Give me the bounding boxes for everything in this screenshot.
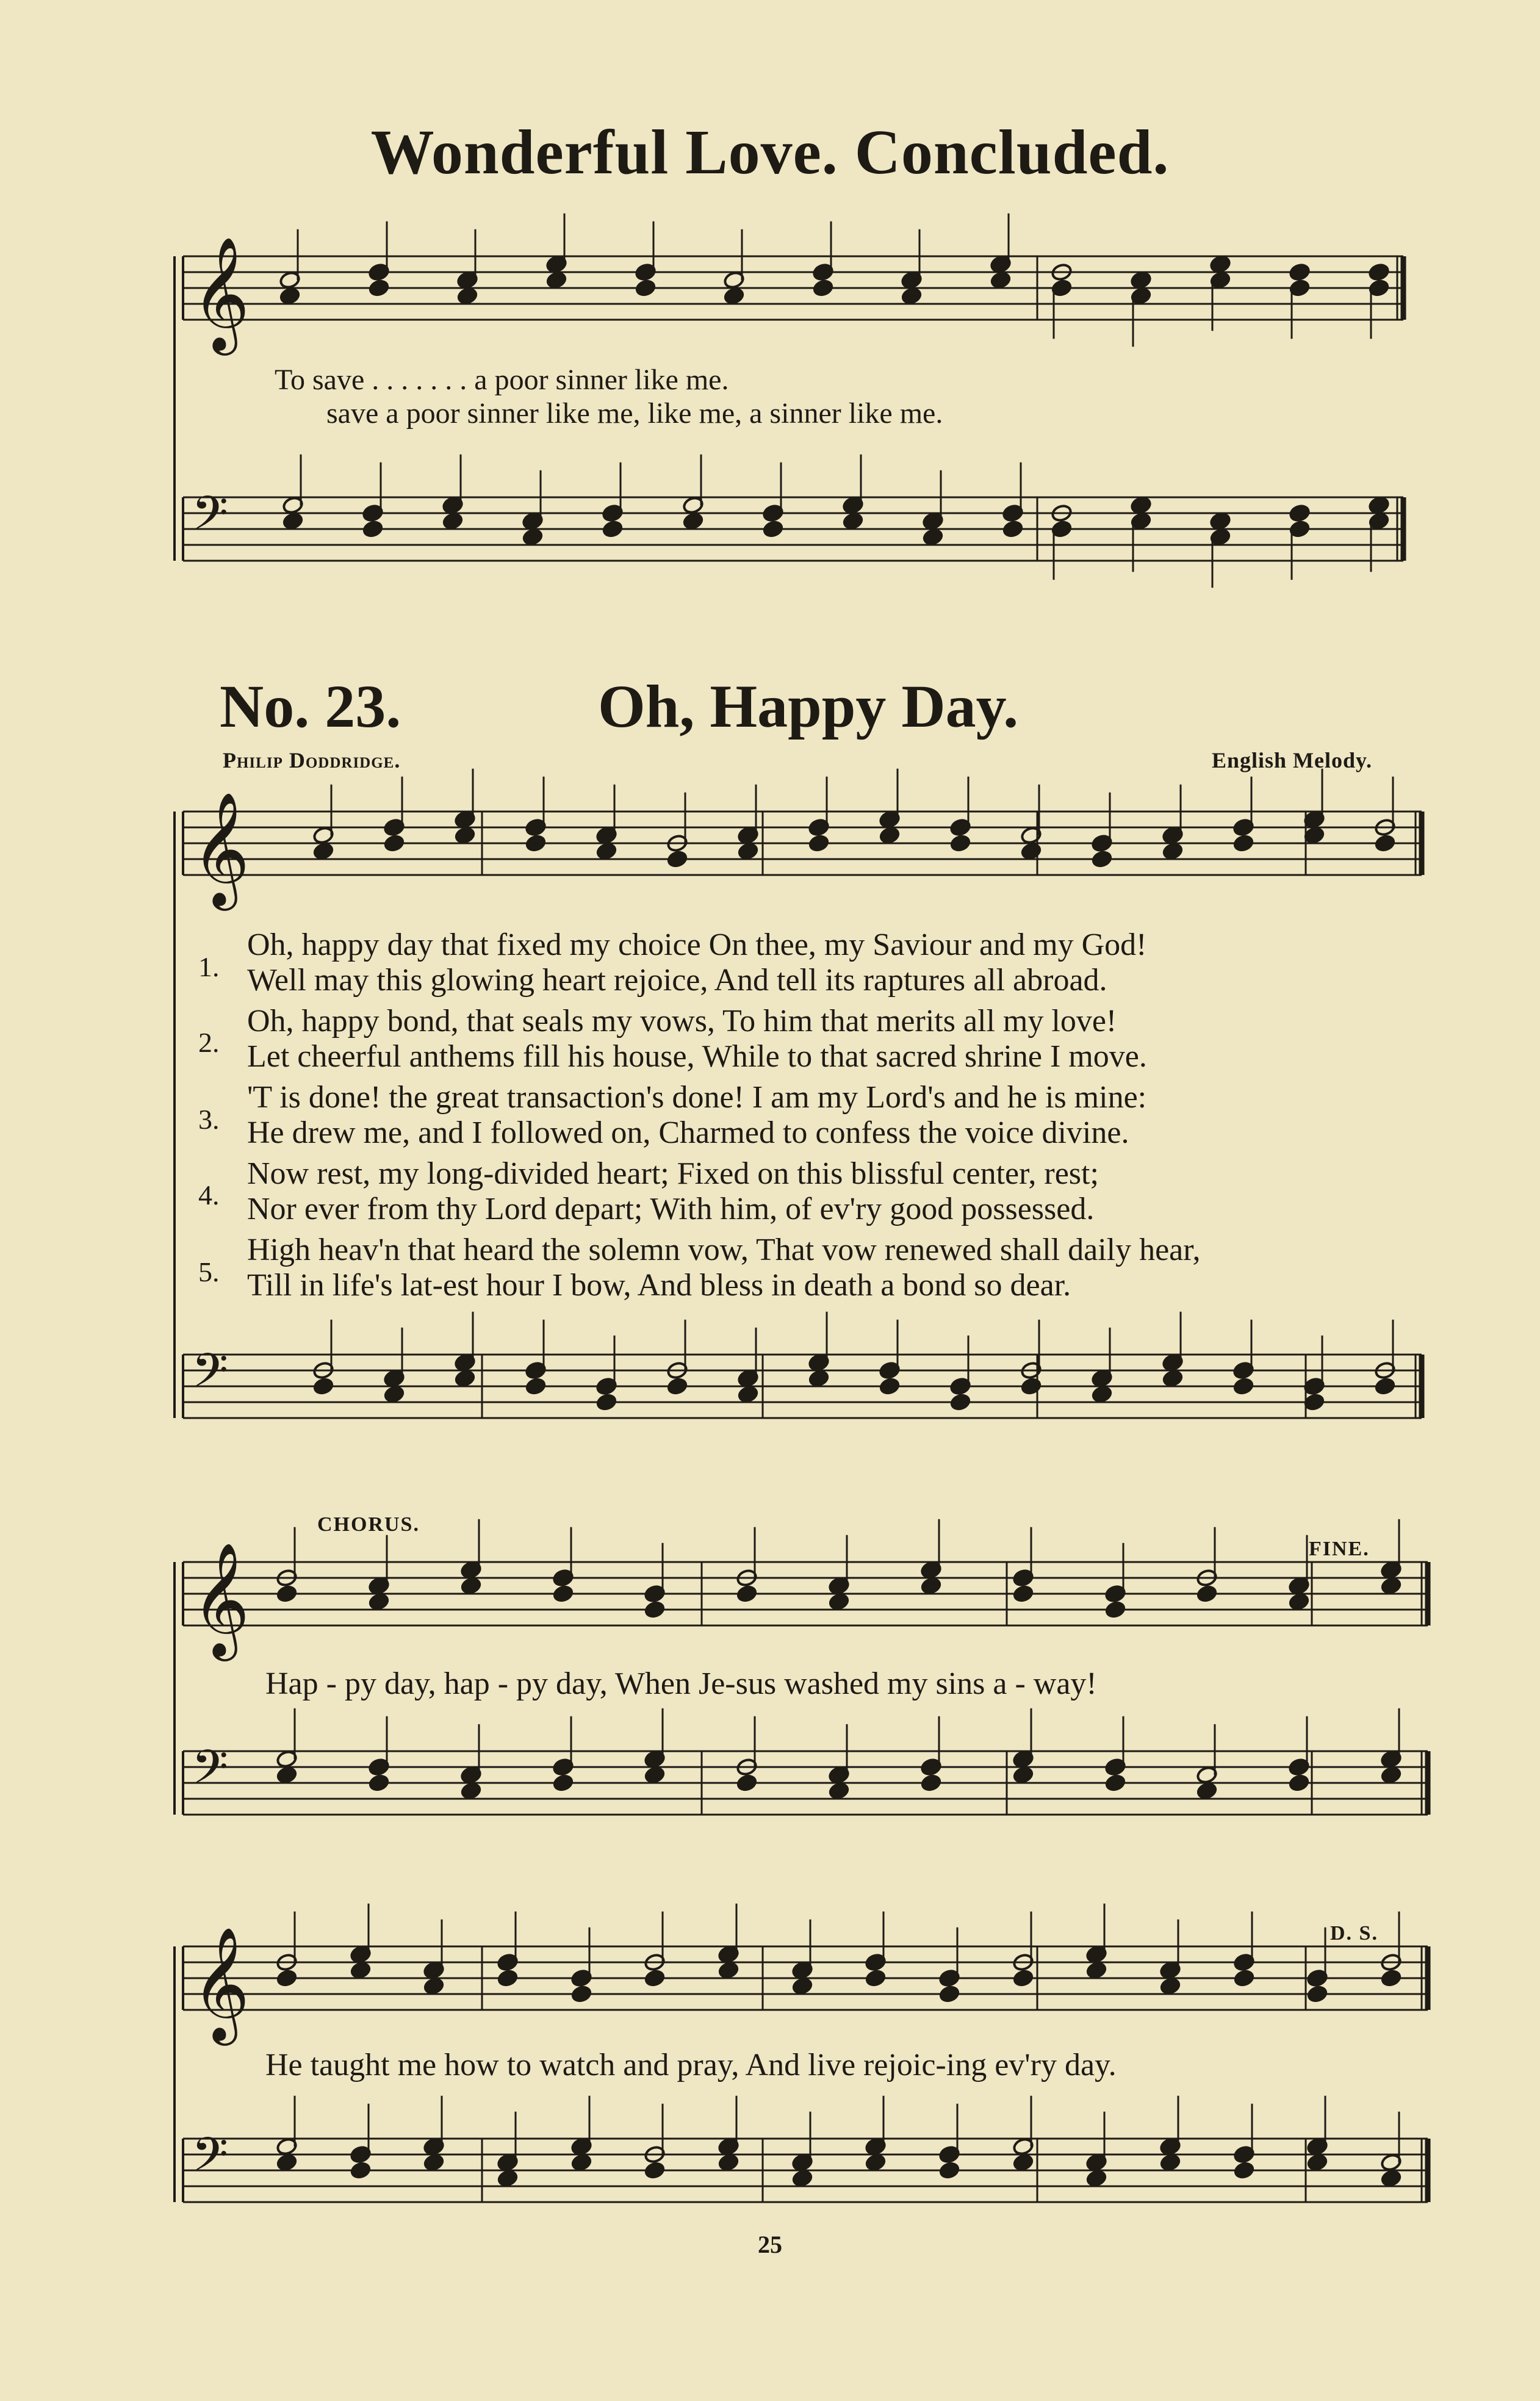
note-head [644, 1969, 666, 1988]
verse-number: 4. [198, 1179, 220, 1211]
verse-line: 'T is done! the great transaction's done! I am my Lord's and he is mine: [247, 1080, 1147, 1115]
verse-line: Let cheerful anthems fill his house, While to that sacred shrine I move. [247, 1039, 1147, 1074]
hymn-title: Oh, Happy Day. [598, 672, 1019, 740]
note-head [1091, 1385, 1113, 1404]
verse-line: He drew me, and I followed on, Charmed to confess the voice divine. [247, 1115, 1129, 1150]
verse-number: 1. [198, 951, 220, 982]
note-head [736, 1585, 758, 1604]
note-head [828, 1782, 850, 1801]
note-head [545, 271, 567, 290]
note-head [901, 287, 923, 306]
note-head [1104, 1774, 1126, 1793]
note-head [718, 2153, 739, 2172]
note-head [808, 834, 830, 853]
note-head [1196, 1585, 1218, 1604]
note-head [525, 834, 547, 853]
note-head [1196, 1782, 1218, 1801]
verse-number: 3. [198, 1104, 220, 1135]
treble-clef-icon: 𝄞 [192, 1542, 250, 1657]
hymn-number: No. 23. [220, 672, 401, 740]
note-head [368, 1593, 390, 1611]
note-head [920, 1577, 942, 1596]
note-head [595, 842, 617, 861]
note-head [602, 520, 624, 539]
note-head [1020, 1377, 1042, 1396]
bass-clef-icon: 𝄢 [192, 1343, 229, 1410]
note-head [1233, 1969, 1255, 1988]
note-head [525, 1377, 547, 1396]
note-head [383, 1385, 405, 1404]
note-head [362, 520, 384, 539]
page-number: 25 [758, 2231, 782, 2258]
fine-marker: FINE. [1309, 1538, 1370, 1560]
note-head [762, 520, 784, 539]
note-head [865, 1969, 887, 1988]
note-head [276, 1969, 298, 1988]
chorus-lyric-2: He taught me how to watch and pray, And live rejoic-ing ev'ry day. [265, 2048, 1117, 2082]
note-head [1012, 1585, 1034, 1604]
note-head [723, 287, 745, 306]
note-head [842, 512, 864, 531]
note-head [1012, 2153, 1034, 2172]
note-head [312, 1377, 334, 1396]
note-head [635, 279, 657, 298]
chorus-label: CHORUS. [317, 1513, 420, 1536]
note-head [938, 2161, 960, 2180]
note-head [920, 1774, 942, 1793]
note-head [1085, 1961, 1107, 1980]
note-head [1130, 271, 1152, 290]
note-head [808, 1369, 830, 1388]
bass-clef-icon: 𝄢 [192, 2127, 229, 2194]
note-head [1159, 2153, 1181, 2172]
note-head [791, 1977, 813, 1996]
note-head [1380, 1766, 1402, 1785]
note-head [460, 1577, 482, 1596]
chorus-lyric-1: Hap - py day, hap - py day, When Je-sus washed my sins a - way! [265, 1666, 1097, 1701]
note-head [454, 826, 476, 845]
top-lyric-line-1: To save . . . . . . . a poor sinner like me. [275, 364, 729, 396]
note-head [1162, 1369, 1184, 1388]
note-head [1012, 1766, 1034, 1785]
note-head [1289, 504, 1311, 523]
note-head [522, 528, 544, 547]
note-head [879, 826, 901, 845]
note-head [570, 1985, 592, 2004]
note-head [682, 512, 704, 531]
note-head [736, 1774, 758, 1793]
note-head [1233, 2161, 1255, 2180]
note-head [368, 1774, 390, 1793]
page-title: Wonderful Love. Concluded. [370, 117, 1170, 187]
note-head [1209, 512, 1231, 531]
note-head [1012, 1969, 1034, 1988]
top-lyric-line-2: save a poor sinner like me, like me, a sinner like me. [326, 397, 943, 430]
note-head [1374, 1377, 1396, 1396]
note-head [460, 1782, 482, 1801]
note-head [1374, 834, 1396, 853]
note-head [644, 1766, 666, 1785]
note-head [1209, 255, 1231, 274]
verse-line: Oh, happy day that fixed my choice On thee, my Saviour and my God! [247, 927, 1147, 962]
verse-line: Nor ever from thy Lord depart; With him, of ev'ry good possessed. [247, 1192, 1095, 1226]
note-head [454, 1369, 476, 1388]
note-head [1306, 1985, 1328, 2004]
bass-clef-icon: 𝄢 [192, 1740, 229, 1807]
note-head [666, 1377, 688, 1396]
note-head [644, 2161, 666, 2180]
note-head [1091, 850, 1113, 869]
note-head [552, 1774, 574, 1793]
note-head [1288, 1774, 1310, 1793]
note-head [949, 1393, 971, 1412]
note-head [1020, 842, 1042, 861]
note-head [276, 1766, 298, 1785]
note-head [644, 1600, 666, 1619]
note-head [1002, 520, 1024, 539]
note-head [949, 834, 971, 853]
note-head [552, 1585, 574, 1604]
note-head [828, 1593, 850, 1611]
note-head [922, 528, 944, 547]
note-head [350, 2161, 372, 2180]
verse-line: Oh, happy bond, that seals my vows, To him that merits all my love! [247, 1004, 1117, 1039]
note-head [1306, 2153, 1328, 2172]
note-head [865, 2153, 887, 2172]
note-head [350, 1961, 372, 1980]
note-head [1380, 1969, 1402, 1988]
note-head [368, 279, 390, 298]
note-head [497, 2169, 519, 2188]
note-head [423, 1977, 445, 1996]
note-head [595, 1393, 617, 1412]
note-head [879, 1377, 901, 1396]
note-head [791, 2169, 813, 2188]
note-head [1380, 1577, 1402, 1596]
note-head [737, 1385, 759, 1404]
note-head [1289, 263, 1311, 282]
note-head [1232, 834, 1254, 853]
verse-line: Now rest, my long-divided heart; Fixed on this blissful center, rest; [247, 1156, 1099, 1191]
note-head [282, 512, 304, 531]
note-head [383, 834, 405, 853]
note-head [279, 287, 301, 306]
treble-clef-icon: 𝄞 [192, 236, 250, 351]
bass-clef-icon: 𝄢 [192, 486, 229, 553]
note-head [1380, 2169, 1402, 2188]
ds-marker: D. S. [1330, 1922, 1378, 1945]
note-head [312, 842, 334, 861]
verse-line: High heav'n that heard the solemn vow, That vow renewed shall daily hear, [247, 1233, 1201, 1267]
composer-credit: English Melody. [1211, 748, 1372, 772]
note-head [276, 2153, 298, 2172]
treble-clef-icon: 𝄞 [192, 791, 250, 906]
note-head [1162, 842, 1184, 861]
note-head [1232, 1377, 1254, 1396]
note-head [1368, 496, 1390, 515]
note-head [990, 271, 1012, 290]
note-head [276, 1585, 298, 1604]
note-head [456, 287, 478, 306]
note-head [1104, 1600, 1126, 1619]
verse-number: 2. [198, 1027, 220, 1058]
note-head [666, 850, 688, 869]
note-head [737, 842, 759, 861]
note-head [423, 2153, 445, 2172]
note-head [812, 279, 834, 298]
verse-line: Well may this glowing heart rejoice, And tell its raptures all abroad. [247, 963, 1107, 998]
verse-number: 5. [198, 1256, 220, 1287]
verse-line: Till in life's lat-est hour I bow, And bless in death a bond so dear. [247, 1268, 1071, 1303]
note-head [718, 1961, 739, 1980]
note-head [1288, 1593, 1310, 1611]
note-head [497, 1969, 519, 1988]
note-head [1159, 1977, 1181, 1996]
note-head [1130, 496, 1152, 515]
treble-clef-icon: 𝄞 [192, 1926, 250, 2041]
author-credit: Philip Doddridge. [223, 748, 401, 772]
note-head [938, 1985, 960, 2004]
note-head [442, 512, 464, 531]
note-head [1368, 263, 1390, 282]
note-head [570, 2153, 592, 2172]
note-head [1085, 2169, 1107, 2188]
